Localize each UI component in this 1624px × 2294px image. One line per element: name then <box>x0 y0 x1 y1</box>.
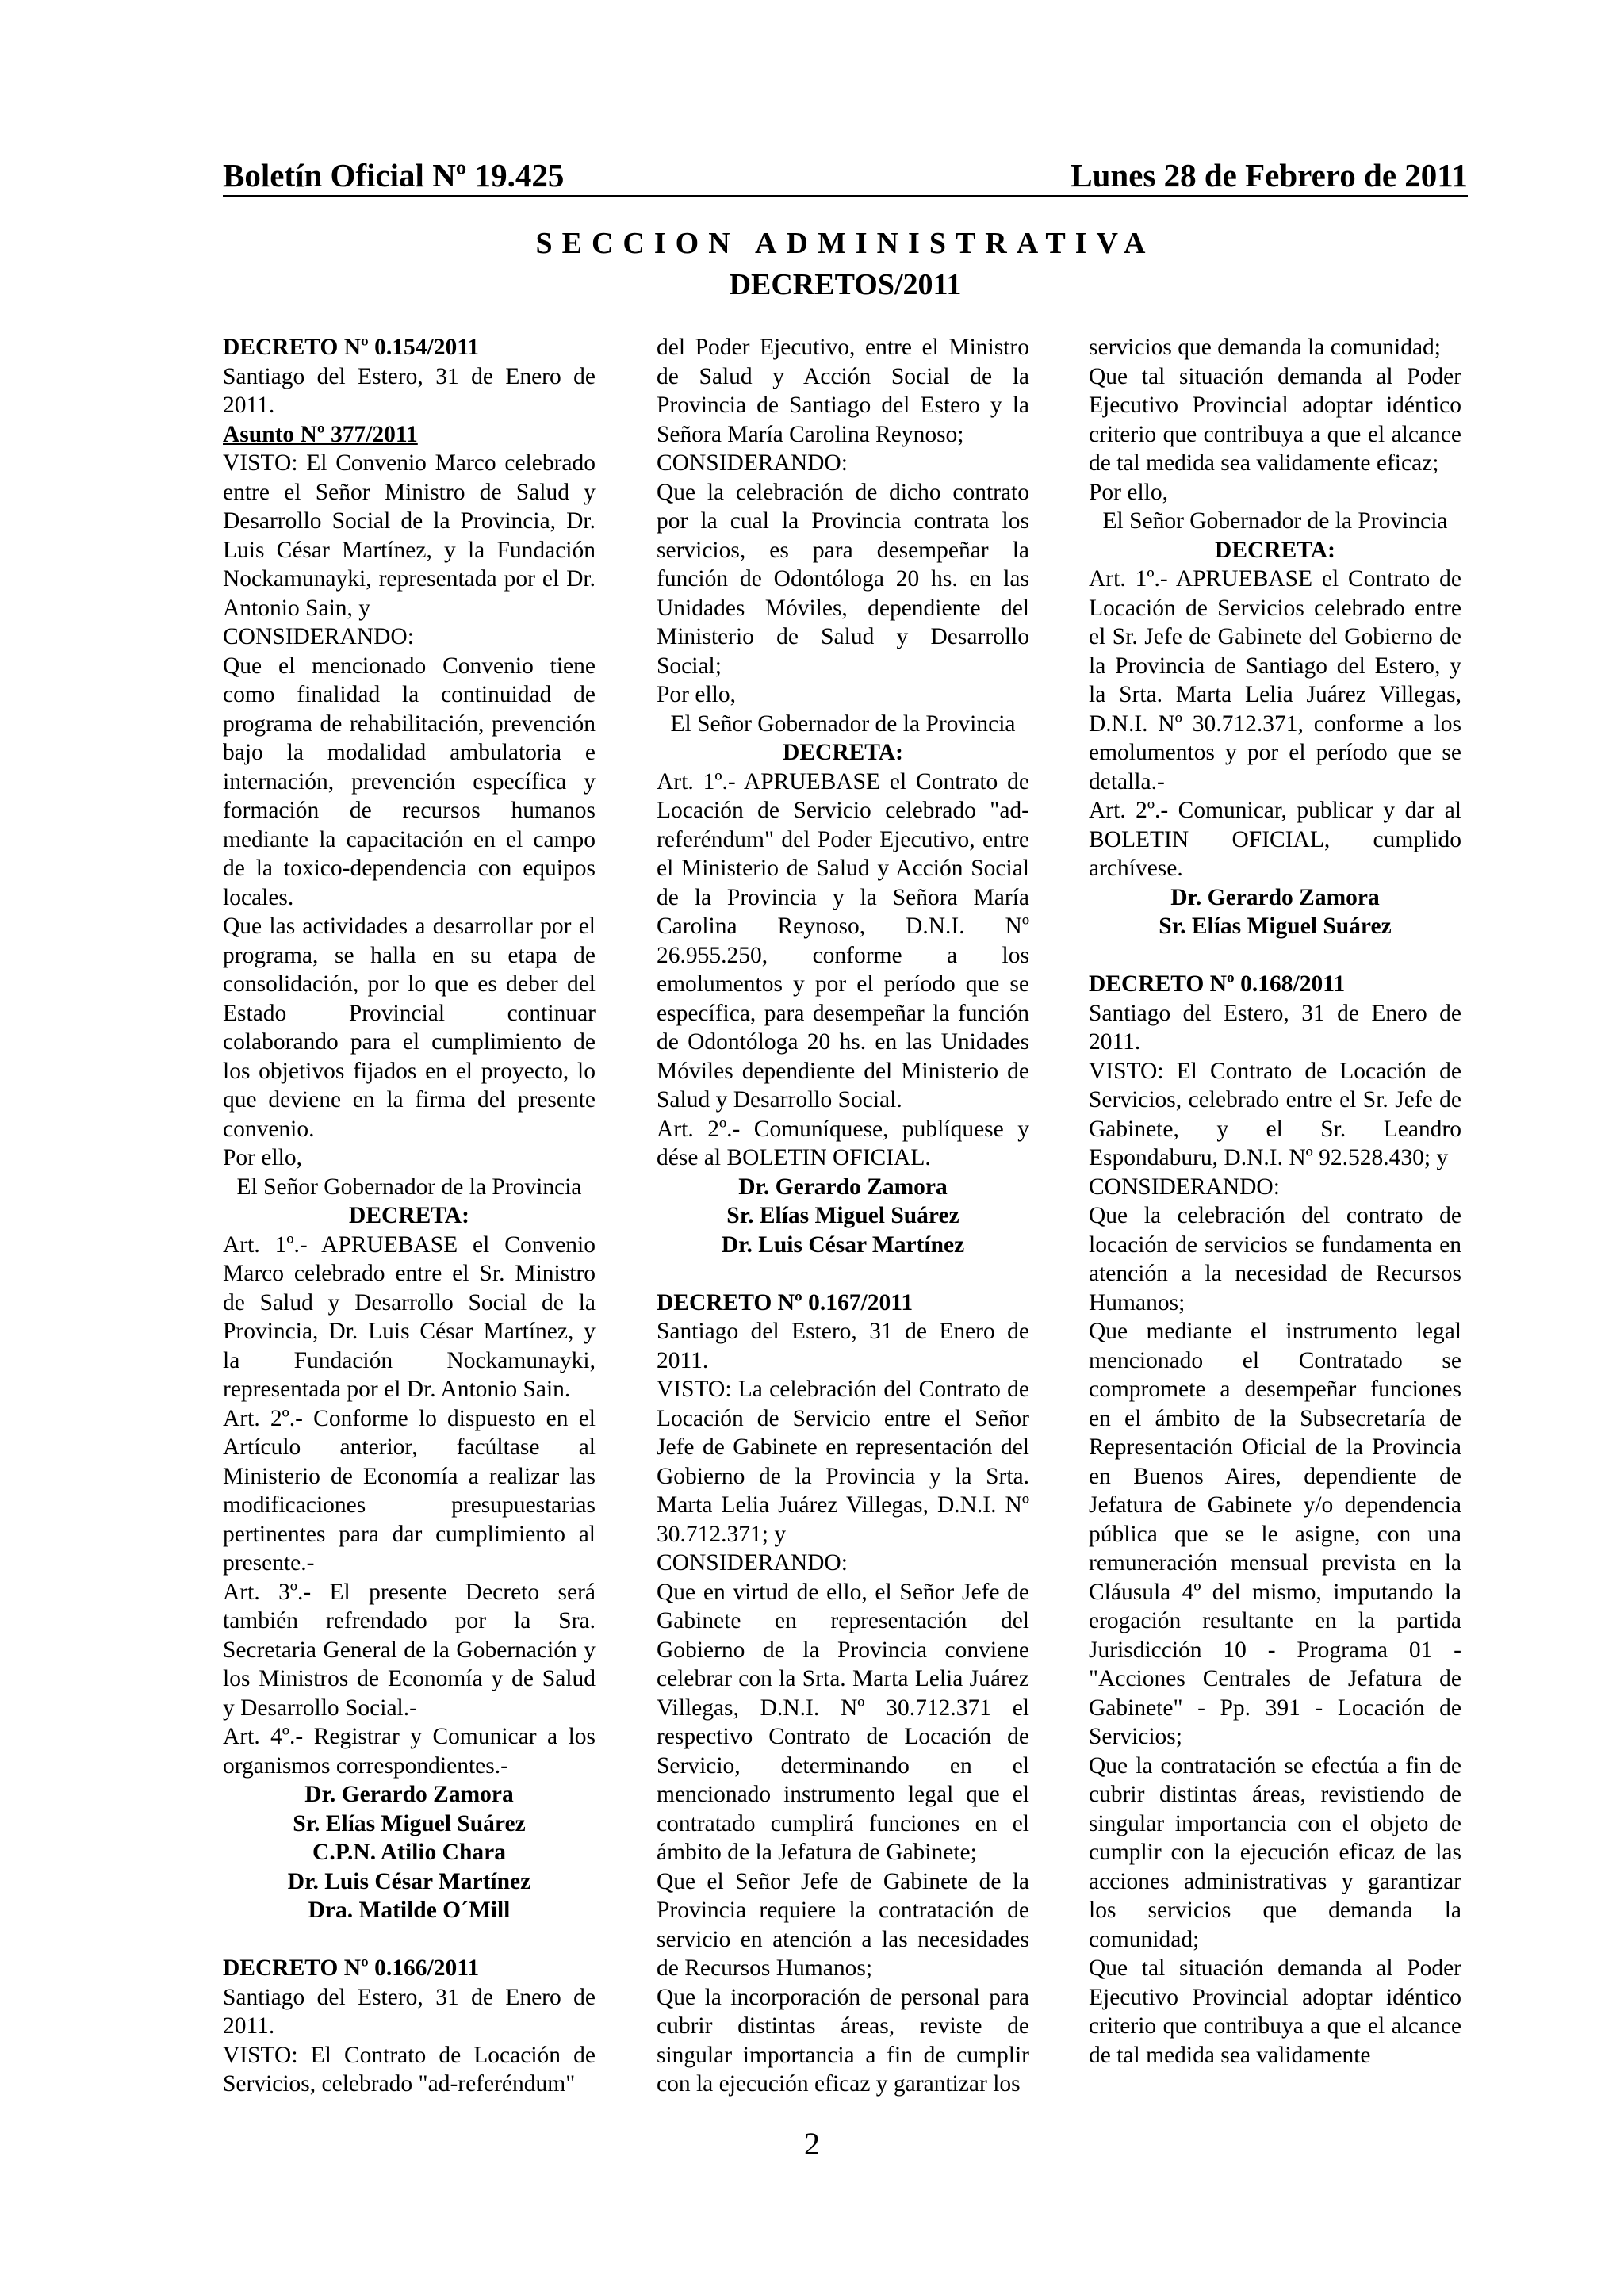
section-subtitle: DECRETOS/2011 <box>729 268 962 301</box>
governor-line: El Señor Gobernador de la Provincia <box>236 1174 582 1200</box>
governor-line: El Señor Gobernador de la Provincia <box>670 710 1016 737</box>
article: Art. 1º.- APRUEBASE el Contrato de Locación de Servicios celebrado entre el Sr. Jefe de Gabinete del Gobierno de la Provincia de Santiago del Estero, y la Srta. Marta Lelia Juárez Villegas, D.N.I. Nº 30.712.371, conforme a los emolumentos y por el período que se detalla.- <box>1089 566 1461 795</box>
paragraph: Que la incorporación de personal para cubrir distintas áreas, reviste de singular importancia a fin de cumplir con la ejecución eficaz y garantizar los <box>657 1984 1029 2097</box>
column-1 <box>223 333 596 2099</box>
decreta-heading: DECRETA: <box>1215 537 1335 563</box>
column-2 <box>657 333 1029 2099</box>
paragraph: Por ello, <box>223 1145 302 1170</box>
considerando-heading: CONSIDERANDO: <box>223 624 414 649</box>
article: Art. 2º.- Comunicar, publicar y dar al BOLETIN OFICIAL, cumplido archívese. <box>1089 798 1461 881</box>
decreta-heading: DECRETA: <box>349 1203 469 1228</box>
bulletin-date: Lunes 28 de Febrero de 2011 <box>1071 157 1468 193</box>
paragraph: Que el mencionado Convenio tiene como finalidad la continuidad de programa de rehabilitación, prevención bajo la modalidad ambulatoria e internación, prevención específica y formación de recursos humanos mediante la capacitación en el campo de la toxico-dependencia con equipos locales. <box>223 653 596 910</box>
signatory: Dr. Luis César Martínez <box>287 1868 531 1894</box>
paragraph: Que el Señor Jefe de Gabinete de la Provincia requiere la contratación de servicio en atención a las necesidades de Recursos Humanos; <box>657 1868 1029 1981</box>
considerando-heading: CONSIDERANDO: <box>657 1550 848 1576</box>
decree-number: DECRETO Nº 0.168/2011 <box>1089 971 1346 997</box>
signatory: Dr. Gerardo Zamora <box>1170 884 1380 910</box>
paragraph: VISTO: El Contrato de Locación de Servicios, celebrado entre el Sr. Jefe de Gabinete, y el Sr. Leandro Espondaburu, D.N.I. Nº 92.528.430; y <box>1089 1058 1461 1170</box>
paragraph: Que la celebración de dicho contrato por la cual la Provincia contrata los servicios, es para desempeñar la función de Odontóloga 20 hs. en las Unidades Móviles, dependiente del Ministerio de Salud y Desarrollo Social; <box>657 479 1029 679</box>
signatory: Sr. Elías Miguel Suárez <box>293 1810 526 1836</box>
page-number: 2 <box>804 2126 820 2162</box>
paragraph: Que tal situación demanda al Poder Ejecutivo Provincial adoptar idéntico criterio que contribuya a que el alcance de tal medida sea validamente <box>1089 1955 1461 2068</box>
paragraph: Que la contratación se efectúa a fin de cubrir distintas áreas, revistiendo de singular importancia con el objeto de cumplir con la ejecución eficaz de las acciones administrativas y garantizar los servicios que demanda la comunidad; <box>1089 1752 1461 1952</box>
decreta-heading: DECRETA: <box>783 740 903 765</box>
decree-date: Santiago del Estero, 31 de Enero de 2011. <box>223 363 596 418</box>
paragraph: servicios que demanda la comunidad; <box>1089 335 1441 360</box>
paragraph: VISTO: El Convenio Marco celebrado entre el Señor Ministro de Salud y Desarrollo Social de la Provincia, Dr. Luis César Martínez, y la Fundación Nockamunayki, representada por el Dr. Antonio Sain, y <box>223 450 596 621</box>
article: Art. 1º.- APRUEBASE el Contrato de Locación de Servicio celebrado "ad-referéndum" del Poder Ejecutivo, entre el Ministerio de Salud y Acción Social de la Provincia y la Señora María Carolina Reynoso, D.N.I. Nº 26.955.250, conforme a los emolumentos y por el período que se específica, para desempeñar la función de Odontóloga 20 hs. en las Unidades Móviles dependiente del Ministerio de Salud y Desarrollo Social. <box>657 768 1029 1113</box>
paragraph: Por ello, <box>1089 479 1168 505</box>
decree-number: DECRETO Nº 0.154/2011 <box>223 335 480 360</box>
signatory: Sr. Elías Miguel Suárez <box>726 1203 959 1228</box>
article: Art. 2º.- Conforme lo dispuesto en el Artículo anterior, facúltase al Ministerio de Economía a realizar las modificaciones presupuestarias pertinentes para dar cumplimiento al presente.- <box>223 1405 596 1576</box>
paragraph: Por ello, <box>657 682 736 707</box>
decree-date: Santiago del Estero, 31 de Enero de 2011. <box>657 1319 1029 1373</box>
decree-number: DECRETO Nº 0.166/2011 <box>223 1955 480 1981</box>
governor-line: El Señor Gobernador de la Provincia <box>1102 508 1448 534</box>
signatory: C.P.N. Atilio Chara <box>312 1840 506 1865</box>
considerando-heading: CONSIDERANDO: <box>657 450 848 476</box>
signatory: Dra. Matilde O´Mill <box>308 1898 511 1923</box>
article: Art. 2º.- Comuníquese, publíquese y dése al BOLETIN OFICIAL. <box>657 1116 1029 1170</box>
paragraph: Que las actividades a desarrollar por el programa, se halla en su etapa de consolidación, por lo que es deber del Estado Provincial continuar colaborando para el cumplimiento de los objetivos fijados en el proyecto, lo que deviene en la firma del presente convenio. <box>223 913 596 1142</box>
asunto-number: Asunto Nº 377/2011 <box>223 421 418 447</box>
article: Art. 3º.- El presente Decreto será también refrendado por la Sra. Secretaria General de la Gobernación y los Ministros de Economía y de Salud y Desarrollo Social.- <box>223 1579 596 1721</box>
paragraph: VISTO: La celebración del Contrato de Locación de Servicio entre el Señor Jefe de Gabinete en representación del Gobierno de la Provincia y la Srta. Marta Lelia Juárez Villegas, D.N.I. Nº 30.712.371; y <box>657 1377 1029 1547</box>
signatory: Dr. Luis César Martínez <box>721 1231 965 1258</box>
decree-date: Santiago del Estero, 31 de Enero de 2011. <box>223 1984 596 2039</box>
paragraph: Que en virtud de ello, el Señor Jefe de Gabinete en representación del Gobierno de la Provincia conviene celebrar con la Srta. Marta Lelia Juárez Villegas, D.N.I. Nº 30.712.371 el respectivo Contrato de Locación de Servicio, determinando en el mencionado instrumento legal que el contratado cumplirá funciones en el ámbito de la Jefatura de Gabinete; <box>657 1579 1029 1865</box>
signatory: Dr. Gerardo Zamora <box>304 1782 514 1807</box>
paragraph: Que tal situación demanda al Poder Ejecutivo Provincial adoptar idéntico criterio que contribuya a que el alcance de tal medida sea validamente eficaz; <box>1089 363 1461 476</box>
article: Art. 4º.- Registrar y Comunicar a los organismos correspondientes.- <box>223 1724 596 1779</box>
paragraph: VISTO: El Contrato de Locación de Servicios, celebrado "ad-referéndum" <box>223 2042 596 2097</box>
signatory: Sr. Elías Miguel Suárez <box>1159 913 1392 939</box>
decree-number: DECRETO Nº 0.167/2011 <box>657 1289 914 1316</box>
page-header <box>223 155 1468 197</box>
paragraph: Que la celebración del contrato de locación de servicios se fundamenta en atención a la necesidad de Recursos Humanos; <box>1089 1203 1461 1316</box>
column-3 <box>1089 333 1461 2070</box>
decree-date: Santiago del Estero, 31 de Enero de 2011. <box>1089 1000 1461 1055</box>
section-title: SECCION ADMINISTRATIVA <box>535 227 1155 260</box>
paragraph: del Poder Ejecutivo, entre el Ministro de Salud y Acción Social de la Provincia de Santiago del Estero y la Señora María Carolina Reynoso; <box>657 335 1029 447</box>
signatory: Dr. Gerardo Zamora <box>738 1174 948 1200</box>
bulletin-number: Boletín Oficial Nº 19.425 <box>223 157 565 193</box>
considerando-heading: CONSIDERANDO: <box>1089 1174 1280 1200</box>
article: Art. 1º.- APRUEBASE el Convenio Marco celebrado entre el Sr. Ministro de Salud y Desarrollo Social de la Provincia, Dr. Luis César Martínez, y la Fundación Nockamunayki, representada por el Dr. Antonio Sain. <box>223 1231 596 1402</box>
paragraph: Que mediante el instrumento legal mencionado el Contratado se compromete a desempeñar funciones en el ámbito de la Subsecretaría de Representación Oficial de la Provincia en Buenos Aires, dependiente de Jefatura de Gabinete y/o dependencia pública que se le asigne, con una remuneración mensual prevista en la Cláusula 4º del mismo, imputando la erogación resultante en la partida Jurisdicción 10 - Programa 01 - "Acciones Centrales de Jefatura de Gabinete" - Pp. 391 - Locación de Servicios; <box>1089 1319 1461 1749</box>
